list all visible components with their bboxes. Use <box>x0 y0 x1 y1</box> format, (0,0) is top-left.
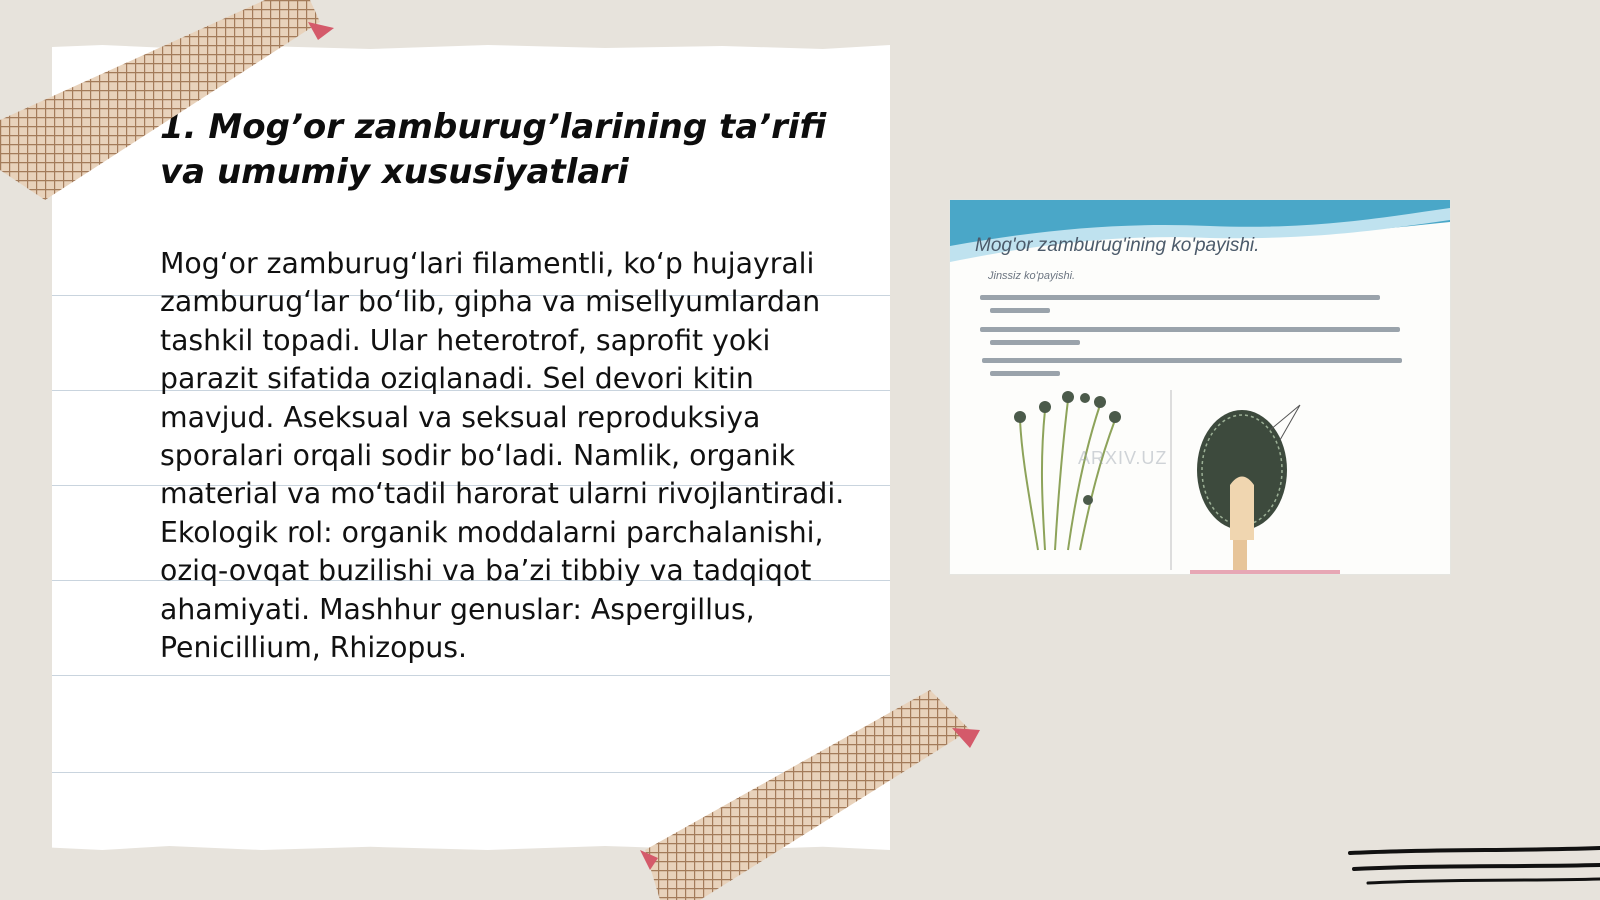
washi-tape-top-left <box>0 0 340 210</box>
paper-rule <box>52 675 890 676</box>
washi-tape-bottom <box>640 690 990 900</box>
image-subtitle: Jinssiz ko'payishi. <box>988 270 1076 282</box>
slide-body-text: Mog‘or zamburug‘lari filamentli, ko‘p hujayrali zamburug‘lar bo‘lib, gipha va misellyumlardan tashkil topadi. Ular heterotrof, saprofit yoki parazit sifatida oziqlanadi. Sel devori kitin mavjud. Aseksual va seksual reproduksiya sporalari orqali sodir bo‘ladi. Namlik, organik material va mo‘tadil harorat ularni rivojlantiradi. Ekologik rol: organik moddalarni parchalanishi, oziq-ovqat buzilishi va ba’zi tibbiy va tadqiqot ahamiyati. Mashhur genuslar: Aspergillus, Penicillium, Rhizopus. <box>160 247 845 665</box>
slide-title: 1. Mog’or zamburug’larining ta’rifi va umumiy xususiyatlari <box>160 107 827 192</box>
decorative-lines <box>1348 845 1600 890</box>
image-watermark: ARXIV.UZ <box>1078 448 1168 468</box>
image-title: Mog'or zamburug'ining ko'payishi. <box>975 235 1260 256</box>
mold-reproduction-image <box>950 200 1450 574</box>
